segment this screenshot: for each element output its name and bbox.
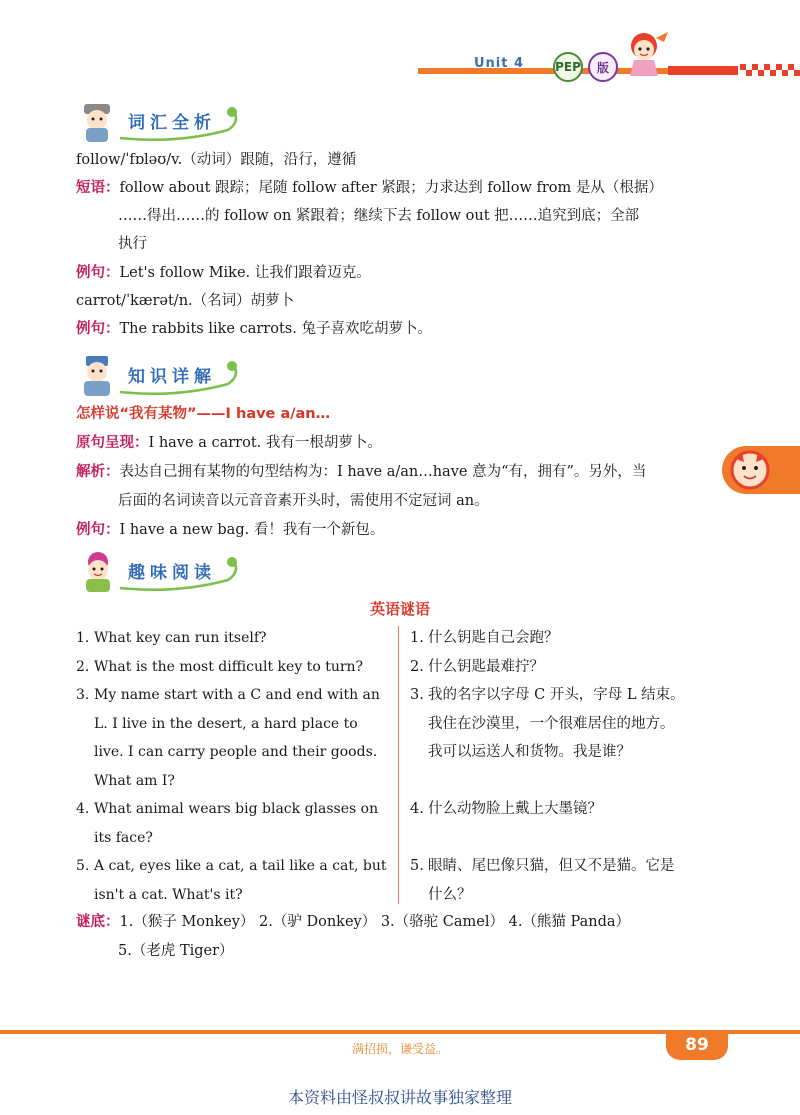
riddle-number: 5. <box>76 858 90 874</box>
riddle-text: 什么动物脸上戴上大墨镜？ <box>428 801 602 817</box>
riddle-english-1 <box>76 624 392 653</box>
riddle-text: My name start with a C and end with an <box>94 687 380 703</box>
riddle-text: L. I live in the desert, a hard place to <box>94 715 358 732</box>
student-mascot-icon <box>76 354 120 398</box>
riddle-text: isn't a cat. What's it? <box>94 886 243 903</box>
example-follow-text: Let's follow Mike. 让我们跟着迈克。 <box>119 265 371 281</box>
example-bag <box>76 520 384 540</box>
riddle-chinese-4 <box>410 795 730 824</box>
riddle-chinese-5 <box>410 852 730 909</box>
unit-label: Unit 4 <box>474 56 525 71</box>
section-knowledge-title: 知识详解 <box>128 367 216 387</box>
vocab-follow-entry: follow/ˈfɒləʊ/v.（动词）跟随，沿行，遵循 <box>76 152 357 168</box>
riddle-text: 我可以运送人和货物。我是谁？ <box>428 744 631 760</box>
riddle-english-3 <box>76 681 392 795</box>
riddle-text: its face? <box>94 829 153 846</box>
analysis-line-1 <box>76 462 646 482</box>
riddle-text: 什么钥匙自己会跑？ <box>428 630 559 646</box>
riddle-number: 1. <box>76 630 90 646</box>
pep-badge: PEP <box>553 52 583 82</box>
knowledge-heading: 怎样说“我有某物”——I have a/an… <box>76 406 331 422</box>
phrase-text-1: follow about 跟踪；尾随 follow after 紧跟；力求达到 follow from 是从（根据） <box>119 180 663 196</box>
riddle-number: 3. <box>410 687 424 703</box>
riddle-text: 我住在沙漠里，一个很难居住的地方。 <box>428 715 675 732</box>
section-vocabulary-header <box>76 100 246 144</box>
original-text: I have a carrot. 我有一根胡萝卜。 <box>148 435 382 451</box>
section-knowledge-header <box>76 354 246 398</box>
section-reading-header <box>76 550 246 594</box>
analysis-text-1: 表达自己拥有某物的句型结构为：I have a/an…have 意为“有，拥有”。另外，当 <box>119 464 647 480</box>
analysis-label: 解析： <box>76 464 120 480</box>
riddle-text: What animal wears big black glasses on <box>94 801 379 817</box>
example-follow <box>76 263 371 283</box>
phrase-label: 短语： <box>76 180 120 196</box>
riddle-text: A cat, eyes like a cat, a tail like a cat, but <box>94 858 387 874</box>
original-label: 原句呈现： <box>76 435 149 451</box>
riddle-text: 什么？ <box>428 886 472 903</box>
column-divider <box>398 626 399 904</box>
riddle-answers-line-1 <box>76 912 630 932</box>
riddle-chinese-1 <box>410 624 730 653</box>
analysis-line-2: 后面的名词读音以元音音素开头时，需使用不定冠词 an。 <box>118 493 489 509</box>
riddle-text: What key can run itself? <box>94 630 267 646</box>
example-carrot <box>76 319 432 339</box>
footer-motto: 满招损，谦受益。 <box>351 1042 448 1056</box>
section-vocabulary-title: 词汇全析 <box>128 113 216 133</box>
example-label: 例句： <box>76 265 120 281</box>
vocab-carrot-entry: carrot/ˈkærət/n.（名词）胡萝卜 <box>76 293 295 309</box>
example-label: 例句： <box>76 522 120 538</box>
riddle-answers-line-2: 5.（老虎 Tiger） <box>118 943 234 959</box>
riddle-title: 英语谜语 <box>369 600 430 618</box>
riddle-number: 4. <box>76 801 90 817</box>
credit-line: 本资料由怪叔叔讲故事独家整理 <box>287 1088 512 1107</box>
phrase-line-2: ……得出……的 follow on 紧跟着；继续下去 follow out 把……追究到底；全部 <box>118 208 640 224</box>
riddle-english-5 <box>76 852 392 909</box>
riddle-number: 4. <box>410 801 424 817</box>
example-carrot-text: The rabbits like carrots. 兔子喜欢吃胡萝卜。 <box>119 321 432 337</box>
cartoon-girl-illustration <box>620 30 674 78</box>
riddle-text: What is the most difficult key to turn? <box>94 658 364 675</box>
phrase-line-3: 执行 <box>118 236 147 252</box>
riddle-text: What am I? <box>94 772 175 789</box>
answers-label: 谜底： <box>76 914 120 930</box>
answers-text-1: 1.（猴子 Monkey） 2.（驴 Donkey） 3.（骆驼 Camel） 4.（熊猫 Panda） <box>119 914 631 930</box>
riddle-text: live. I can carry people and their goods. <box>94 744 378 760</box>
riddle-chinese-3 <box>410 681 730 767</box>
page-number: 89 <box>666 1030 728 1060</box>
riddle-english-4 <box>76 795 392 852</box>
riddle-number: 1. <box>410 630 424 646</box>
phrase-line-1 <box>76 178 663 198</box>
riddle-number: 3. <box>76 687 90 703</box>
riddle-english-2 <box>76 653 392 682</box>
section-reading-title: 趣味阅读 <box>128 563 216 583</box>
riddle-number: 2. <box>410 658 424 675</box>
riddle-text: 眼睛、尾巴像只猫，但又不是猫。它是 <box>428 858 675 874</box>
riddle-chinese-2 <box>410 653 730 682</box>
girl-mascot-icon <box>76 550 120 594</box>
riddle-text: 我的名字以字母 C 开头，字母 L 结束。 <box>428 687 685 703</box>
boy-mascot-icon <box>76 100 120 144</box>
fox-mascot-icon <box>728 448 772 492</box>
riddle-number: 5. <box>410 858 424 874</box>
riddle-number: 2. <box>76 658 90 675</box>
riddle-text: 什么钥匙最难拧？ <box>428 658 544 675</box>
example-bag-text: I have a new bag. 看！我有一个新包。 <box>119 522 385 538</box>
edition-badge: 版 <box>588 52 618 82</box>
original-sentence <box>76 433 382 453</box>
example-label: 例句： <box>76 321 120 337</box>
